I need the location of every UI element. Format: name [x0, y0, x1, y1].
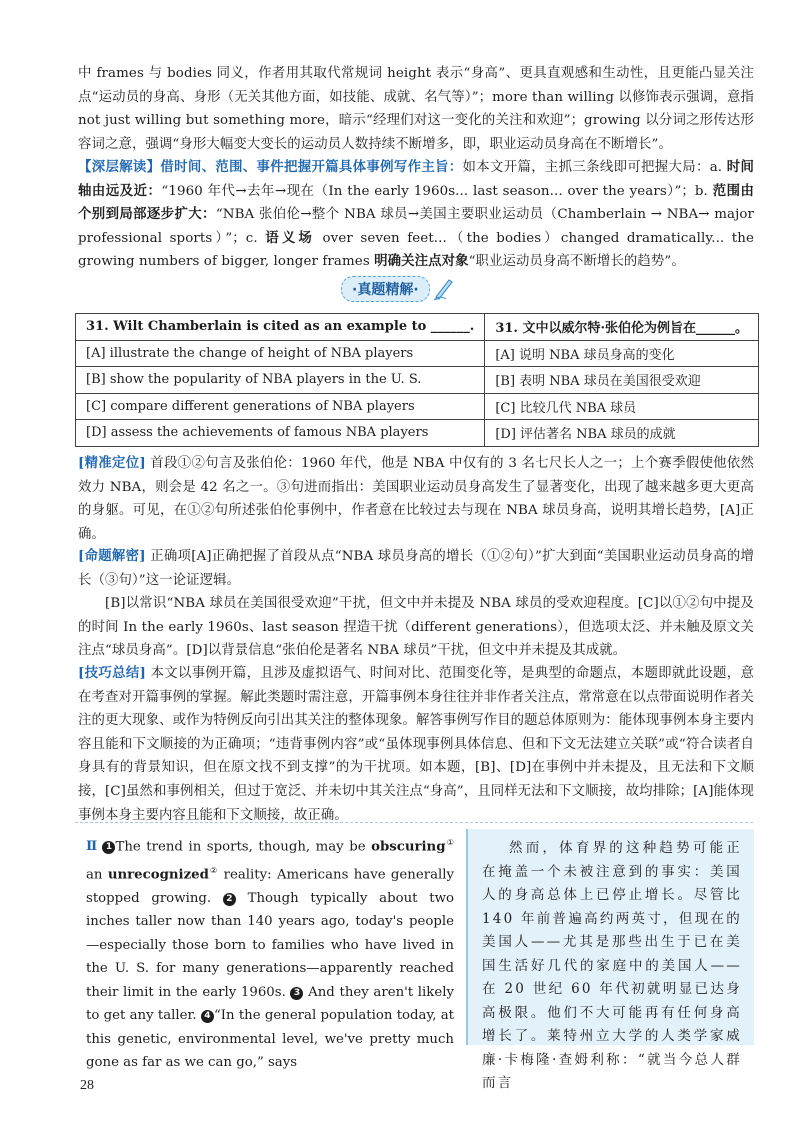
- deep-analysis-lead: 借时间、范围、事件把握开篇具体事例写作主旨：: [160, 159, 463, 175]
- locate-tag: [精准定位]: [78, 455, 146, 471]
- skill-text: 本文以事例开篇，且涉及虚拟语气、时间对比、范围变化等，是典型的命题点，本题即就此设题，意在考查对开篇事例的掌握。解此类题时需注意，开篇事例本身往往并非作者关注点，常常意在以点带面说明作者关注的更大现象、或作为特例反向引出其关注的整体现象。解答事例写作目的题总体原则为：能体现事例本身主要内容且能和下文顺接的为正确项；“违背事例内容”或“虽体现事例具体信息、但和下文无法建立关联”或“符合读者自身具有的背景知识，但在原文找不到支撑”的为干扰项。如本题，[B]、[D]在事例中并未提及，且无法和下文顺接，[C]虽然和事例相关，但过于宽泛、并未切中其关注点“身高”，且同样无法和下文顺接，故均排除；[A]能体现事例本身主要内容且能和下文顺接，故正确。: [78, 666, 754, 823]
- passage-sentence: Though typically about two inches taller now than 140 years ago, today's people—especially those born to families who have lived in the U. S. for many generations—apparently reached their limit in the early 1960s.: [86, 890, 454, 1000]
- option-row: [76, 420, 759, 447]
- vocab-word: obscuring: [371, 839, 446, 855]
- deep-analysis-tag: 【深层解读】: [78, 159, 161, 175]
- question-stem-row: [76, 314, 759, 341]
- option-en: [A] illustrate the change of height of NBA players: [76, 340, 485, 367]
- distractor-paragraph: [78, 592, 754, 663]
- option-cn: [D] 评估著名 NBA 球员的成就: [485, 420, 759, 447]
- paragraph-number: Ⅱ: [86, 839, 99, 855]
- translation-text: 然而，体育界的这种趋势可能正在掩盖一个未被注意到的事实：美国人的身高总体上已停止增长。尽管比 140 年前普遍高约两英寸，但现在的美国人——尤其是那些出生于已在美国生活好几代的家庭中的美国人——在 20 世纪 60 年代初就明显已达身高极限。他们不大可能再有任何身高增长了。莱特州立大学的人类学家威廉·卡梅隆·查姆利称：“就当今总人群而言: [482, 840, 742, 1091]
- option-row: [76, 340, 759, 367]
- deep-analysis-b-text: “NBA 张伯伦→整个 NBA 球员→美国主要职业运动员（Chamberlain → NBA→ major professional sports）”；c.: [78, 207, 754, 246]
- option-cn: [A] 说明 NBA 球员身高的变化: [485, 340, 759, 367]
- intro-text: 中 frames 与 bodies 同义，作者用其取代常规词 height 表示“身高”、更具直观感和生动性，且更能凸显关注点“运动员的身高、身形（无关其他方面，如技能、成就、名气等）”；more than willing 以修饰表示强调，意指 not just willing but something more，暗示“经理们对这一变化的关注和欢迎”；growing 以分词之形传达形容词之意，强调“身形大幅变大变长的运动员人数持续不断增多，即，职业运动员身高在不断增长”。: [78, 66, 754, 152]
- passage-sentence: reality: Americans have generally stopped growing.: [86, 867, 455, 906]
- vocab-mark: ②: [208, 865, 219, 875]
- option-cn: [C] 比较几代 NBA 球员: [485, 393, 759, 420]
- locate-text: 首段①②句言及张伯伦：1960 年代，他是 NBA 中仅有的 3 名七尺长人之一；上个赛季假使他依然效力 NBA，则会是 42 名之一。③句进而指出：美国职业运动员身高发生了显著变化，出现了越来越多更大更高的身躯。可见，在①②句所述张伯伦事例中，作者意在比较过去与现在 NBA 球员身高，说明其增长趋势，[A]正确。: [78, 456, 754, 542]
- passage-sentence: an: [86, 867, 108, 883]
- sentence-number: 2: [223, 893, 236, 906]
- passage-english: [86, 831, 454, 1075]
- skill-paragraph: [78, 662, 754, 827]
- deep-analysis-a-text: “1960 年代→去年→现在（In the early 1960s... last season... over the years）”；b.: [161, 183, 713, 199]
- section-banner-title: ·真题精解·: [341, 276, 430, 302]
- option-en: [B] show the popularity of NBA players in the U. S.: [76, 367, 485, 394]
- deep-analysis-c-label: 语义场: [265, 229, 316, 246]
- sentence-number: 3: [290, 987, 303, 1000]
- decode-paragraph: [78, 545, 754, 592]
- locate-paragraph: [78, 452, 754, 546]
- option-en: [D] assess the achievements of famous NBA players: [76, 420, 485, 447]
- option-row: [76, 367, 759, 394]
- passage-sentence: “In the general population today, at this genetic, environmental level, we've pretty much gone as far as we can go,” says: [86, 1008, 454, 1071]
- vocab-mark: ①: [445, 838, 454, 847]
- passage-sentence: And they aren't likely to get any taller.: [86, 984, 454, 1024]
- option-row: [76, 393, 759, 420]
- question-stem-en: 31. Wilt Chamberlain is cited as an example to ______.: [76, 314, 485, 341]
- intro-paragraph: [78, 62, 754, 156]
- distractor-text: [B]以常识“NBA 球员在美国很受欢迎”干扰，但文中并未提及 NBA 球员的受欢迎程度。[C]以①②句中提及的时间 In the early 1960s、last season 捏造干扰（different generations），但选项太泛、并未触及原文关注点“球员身高”。[D]以背景信息“张伯伦是著名 NBA 球员”干扰，但文中并未提及其成就。: [78, 596, 754, 659]
- deep-analysis-c-text-2: “职业运动员身高不断增长的趋势”。: [468, 254, 685, 270]
- pen-icon: [432, 277, 454, 301]
- sentence-number: 4: [201, 1010, 214, 1023]
- section-divider: [75, 822, 753, 823]
- passage-sentence: The trend in sports, though, may be: [115, 839, 372, 855]
- deep-analysis-paragraph: [78, 156, 754, 274]
- deep-analysis-text-1: 如本文开篇，主抓三条线即可把握大局：a.: [462, 160, 727, 175]
- deep-analysis-a-label: 时间轴由远及近：: [78, 159, 754, 199]
- option-cn: [B] 表明 NBA 球员在美国很受欢迎: [485, 367, 759, 394]
- question-stem-cn: 31. 文中以威尔特·张伯伦为例旨在______。: [485, 314, 759, 341]
- question-table: [75, 313, 759, 447]
- sentence-number: 1: [102, 841, 115, 854]
- vocab-word: unrecognized: [107, 867, 209, 883]
- translation-box: [466, 829, 754, 1091]
- deep-analysis-c-text: over seven feet...（the bodies）changed dramatically... the growing numbers of bigger, longer frames: [78, 230, 754, 270]
- deep-analysis-b-label: 范围由个别到局部逐步扩大：: [78, 182, 754, 223]
- page-number: 28: [80, 1078, 94, 1093]
- deep-analysis-c-label-2: 明确关注点对象: [374, 253, 469, 270]
- skill-tag: [技巧总结]: [78, 665, 146, 681]
- option-en: [C] compare different generations of NBA players: [76, 393, 485, 420]
- decode-tag: [命题解密]: [78, 548, 146, 564]
- decode-text: 正确项[A]正确把握了首段从点“NBA 球员身高的增长（①②句）”扩大到面“美国职业运动员身高的增长（③句）”这一论证逻辑。: [78, 549, 754, 588]
- section-banner: [341, 276, 454, 302]
